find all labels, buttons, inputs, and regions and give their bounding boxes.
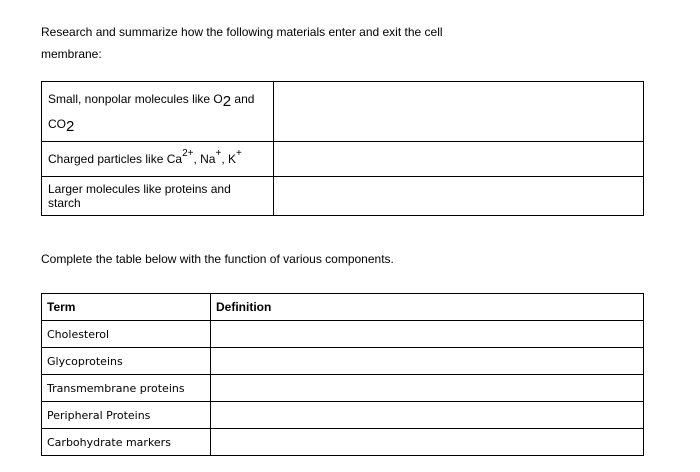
transport-row-charged <box>42 142 644 177</box>
intro-paragraph <box>41 21 501 65</box>
transport-answer-cell-large[interactable] <box>274 177 644 216</box>
transport-row-large <box>42 177 644 216</box>
transport-label-large <box>42 177 274 216</box>
definition-cell[interactable] <box>211 348 644 375</box>
definition-cell[interactable] <box>211 402 644 429</box>
definition-cell[interactable] <box>211 429 644 456</box>
transport-table <box>41 81 644 216</box>
table-row <box>42 375 644 402</box>
subscript: 2 <box>66 117 75 135</box>
table-row <box>42 429 644 456</box>
header-definition: Definition <box>211 294 644 321</box>
label-text: Charged particles like Ca <box>48 152 183 166</box>
definition-cell[interactable] <box>211 321 644 348</box>
label-text: , Na <box>193 152 216 166</box>
superscript: + <box>215 148 222 159</box>
label-text: starch <box>48 196 81 210</box>
transport-answer-cell-nonpolar[interactable] <box>274 82 644 142</box>
label-text: , K <box>221 152 236 166</box>
components-instruction: Complete the table below with the function of various components. <box>41 252 394 266</box>
transport-label-charged <box>42 142 274 177</box>
header-term: Term <box>42 294 211 321</box>
table-row <box>42 402 644 429</box>
table-row <box>42 348 644 375</box>
intro-line-2: membrane: <box>41 47 102 61</box>
term-glycoproteins: Glycoproteins <box>42 348 211 375</box>
subscript: 2 <box>222 92 232 110</box>
term-cholesterol: Cholesterol <box>42 321 211 348</box>
transport-answer-cell-charged[interactable] <box>274 142 644 177</box>
intro-line-1: Research and summarize how the following materials enter and exit the cell <box>41 25 443 39</box>
transport-row-nonpolar <box>42 82 644 142</box>
term-peripheral-proteins: Peripheral Proteins <box>42 402 211 429</box>
components-table <box>41 293 644 456</box>
label-text: and <box>231 91 255 106</box>
label-text: CO <box>48 116 66 131</box>
label-text: Larger molecules like proteins and <box>48 182 231 196</box>
label-text: Small, nonpolar molecules like O <box>48 91 223 106</box>
definition-cell[interactable] <box>211 375 644 402</box>
components-header-row <box>42 294 644 321</box>
table-row <box>42 321 644 348</box>
superscript: + <box>236 148 242 159</box>
superscript: 2+ <box>182 148 194 159</box>
term-transmembrane-proteins: Transmembrane proteins <box>42 375 211 402</box>
term-carbohydrate-markers: Carbohydrate markers <box>42 429 211 456</box>
transport-label-nonpolar <box>42 82 274 142</box>
